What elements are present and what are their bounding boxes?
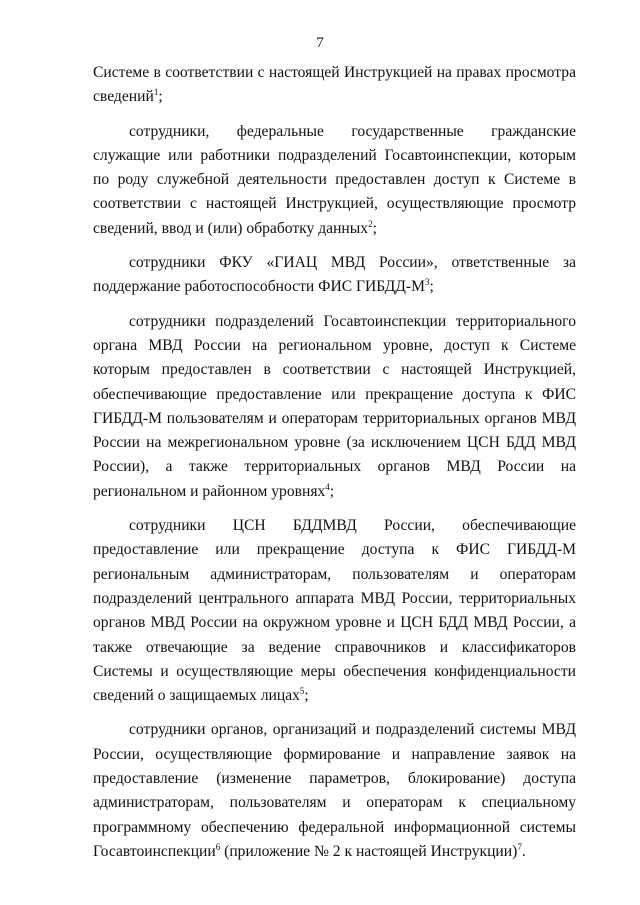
paragraph-text: сотрудники органов, организаций и подразделений системы МВД России, осуществляющие формирование и направление заявок на предоставление (изменение параметров, блокирование) доступа администраторам, пользователям и операторам к специальному программному обеспечению федеральной информационной системы Госавтоинспекции [93, 721, 576, 860]
paragraph-tail: ; [372, 219, 377, 237]
paragraph-text: сотрудники ЦСН БДДМВД России, обеспечивающие предоставление или прекращение доступа к ФИС ГИБДД-М региональным администраторам, пользователям и операторам подразделений центрального аппарата МВД России, территориальных органов МВД России на окружном уровне и ЦСН БДД МВД России, а также отвечающие за ведение справочников и классификаторов Системы и осуществляющие меры обеспечения конфиденциальности сведений о защищаемых лицах [93, 517, 576, 705]
paragraph-text: сотрудники, федеральные государственные гражданские служащие или работники подразделений Госавтоинспекции, которым по роду служебной деятельности предоставлен доступ к Системе в соответствии с настоящей Инструкцией, осуществляющие просмотр сведений, ввод и (или) обработку данных [93, 122, 576, 237]
paragraph-2 [93, 120, 576, 241]
paragraph-text: сотрудники ФКУ «ГИАЦ МВД России», ответственные за поддержание работоспособности ФИС ГИБДД-М [93, 254, 576, 296]
footnote-marker: 5 [299, 685, 305, 696]
paragraph-tail: ; [329, 482, 335, 500]
footnote-marker: 4 [325, 481, 330, 492]
paragraph-tail: ; [158, 88, 163, 106]
paragraph-tail: ; [304, 687, 309, 705]
footnote-marker: 6 [215, 841, 221, 852]
footnote-marker: 2 [368, 218, 373, 229]
paragraph-6 [93, 718, 576, 864]
footnote-marker: 1 [153, 87, 159, 98]
footnote-marker: 3 [424, 277, 430, 288]
footnote-marker: 7 [517, 841, 522, 852]
paragraph-5 [93, 514, 576, 708]
paragraph-text: Системе в соответствии с настоящей Инструкцией на правах просмотра сведений [93, 64, 576, 106]
paragraph-tail: (приложение № 2 к настоящей Инструкции) [220, 842, 518, 860]
paragraph-1 [93, 61, 576, 110]
paragraph-tail: . [521, 842, 526, 860]
paragraph-4 [93, 310, 576, 504]
document-body [93, 61, 576, 874]
paragraph-text: сотрудники подразделений Госавтоинспекции территориального органа МВД России на региональном уровне, доступ к Системе которым предоставлен в соответствии с настоящей Инструкцией, обеспечивающие предоставление или прекращение доступа к ФИС ГИБДД-М пользователям и операторам территориальных органов МВД России на межрегиональном уровне (за исключением ЦСН БДД МВД России), а также территориальных органов МВД России на региональном и районном уровнях [93, 312, 576, 500]
paragraph-3 [93, 251, 576, 300]
paragraph-tail: ; [429, 278, 434, 296]
page-number: 7 [316, 35, 324, 51]
